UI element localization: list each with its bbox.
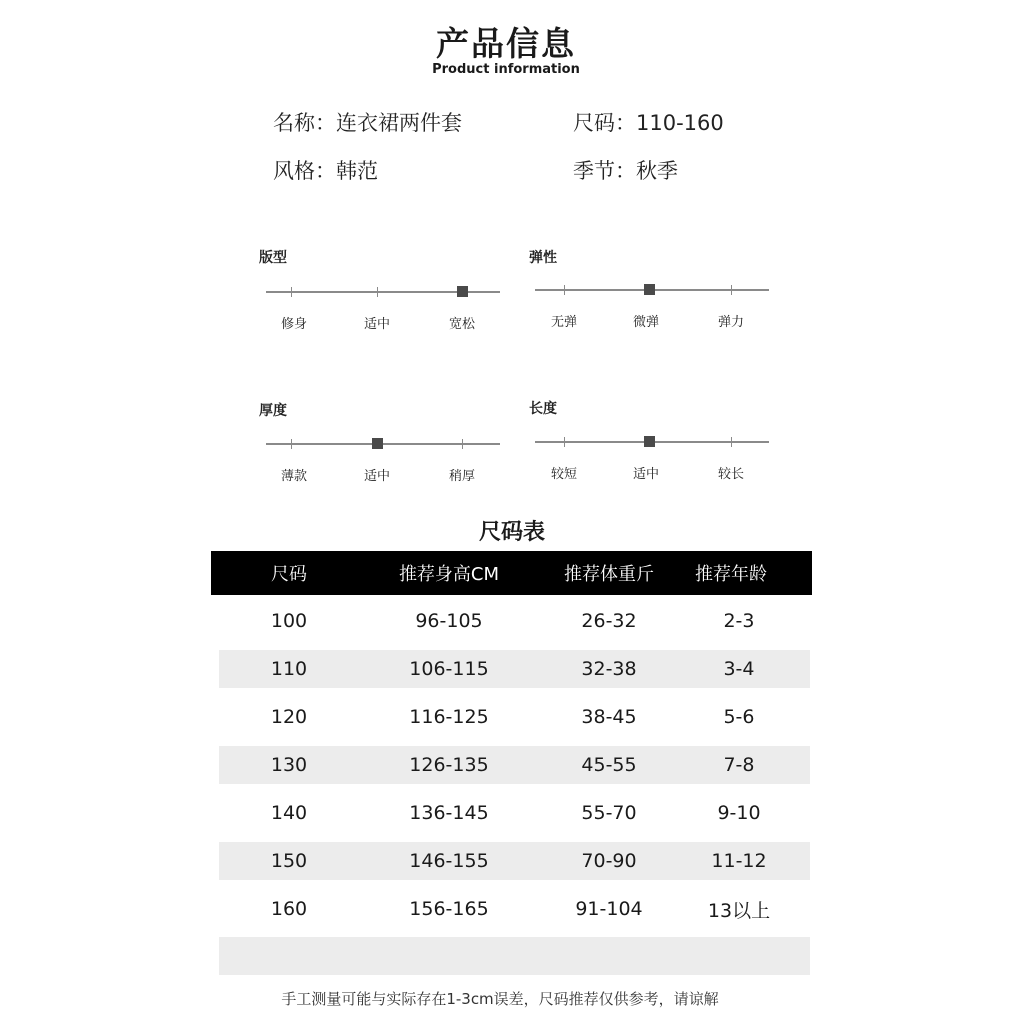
slider-option: 无弹 [550, 315, 577, 330]
height-cell: 146-155 [409, 850, 489, 872]
slider-option: 适中 [632, 467, 659, 482]
age-cell: 13以上 [707, 899, 771, 922]
weight-cell: 38-45 [581, 706, 637, 728]
table-row [219, 650, 810, 688]
height-cell: 116-125 [409, 706, 489, 728]
table-row [219, 602, 810, 640]
size-table-header [211, 551, 812, 595]
size-cell: 120 [270, 706, 308, 728]
slider-tick [564, 437, 565, 447]
slider-tick [377, 287, 378, 297]
table-row [219, 842, 810, 880]
slider-option: 弹力 [717, 315, 744, 330]
size-cell: 140 [270, 802, 308, 824]
header-cell: 推荐体重斤 [564, 564, 654, 585]
table-row [219, 890, 810, 928]
slider-marker [644, 284, 655, 295]
table-row [219, 746, 810, 784]
header-cell: 推荐身高CM [398, 564, 500, 585]
page-title: 产品信息 [436, 24, 576, 63]
slider-tick [291, 439, 292, 449]
size-cell: 150 [270, 850, 308, 872]
height-cell: 136-145 [409, 802, 489, 824]
age-cell: 2-3 [723, 610, 755, 632]
product-style: 风格：韩范 [273, 159, 378, 183]
slider-tick [291, 287, 292, 297]
page-subtitle: Product information [432, 62, 580, 77]
measurement-note: 手工测量可能与实际存在1-3cm误差，尺码推荐仅供参考，请谅解 [281, 990, 719, 1008]
length-slider [535, 433, 769, 503]
elasticity-label: 弹性 [529, 250, 557, 266]
fit-label: 版型 [259, 250, 287, 266]
table-row-empty [219, 937, 810, 975]
slider-tick [564, 285, 565, 295]
slider-marker [457, 286, 468, 297]
slider-marker [644, 436, 655, 447]
age-cell: 11-12 [711, 850, 767, 872]
header-cell: 尺码 [271, 564, 307, 585]
height-cell: 106-115 [409, 658, 489, 680]
size-cell: 110 [270, 658, 308, 680]
age-cell: 5-6 [723, 706, 755, 728]
height-cell: 126-135 [409, 754, 489, 776]
slider-option: 较长 [717, 467, 744, 482]
slider-tick [462, 439, 463, 449]
slider-option: 稍厚 [448, 469, 475, 484]
height-cell: 96-105 [415, 610, 483, 632]
weight-cell: 32-38 [581, 658, 637, 680]
weight-cell: 55-70 [581, 802, 637, 824]
slider-track [266, 443, 500, 445]
table-row [219, 698, 810, 736]
slider-option: 修身 [280, 317, 307, 332]
slider-option: 微弹 [632, 315, 659, 330]
slider-option: 薄款 [280, 469, 307, 484]
age-cell: 3-4 [723, 658, 755, 680]
age-cell: 9-10 [717, 802, 761, 824]
weight-cell: 91-104 [575, 898, 643, 920]
product-season: 季节：秋季 [573, 159, 678, 183]
height-cell: 156-165 [409, 898, 489, 920]
slider-option: 适中 [363, 317, 390, 332]
weight-cell: 45-55 [581, 754, 637, 776]
slider-option: 适中 [363, 469, 390, 484]
slider-tick [731, 437, 732, 447]
size-table-title: 尺码表 [478, 520, 545, 545]
slider-marker [372, 438, 383, 449]
thickness-slider [266, 435, 500, 505]
size-cell: 100 [270, 610, 308, 632]
header-cell: 推荐年龄 [695, 564, 767, 585]
size-cell: 130 [270, 754, 308, 776]
slider-tick [731, 285, 732, 295]
weight-cell: 70-90 [581, 850, 637, 872]
product-size-range: 尺码：110-160 [573, 111, 724, 135]
length-label: 长度 [529, 401, 557, 417]
size-cell: 160 [270, 898, 308, 920]
slider-option: 较短 [550, 467, 577, 482]
age-cell: 7-8 [723, 754, 755, 776]
table-row [219, 794, 810, 832]
thickness-label: 厚度 [259, 403, 287, 419]
weight-cell: 26-32 [581, 610, 637, 632]
product-name: 名称：连衣裙两件套 [273, 111, 462, 135]
elasticity-slider [535, 281, 769, 351]
slider-option: 宽松 [448, 317, 475, 332]
fit-slider [266, 283, 500, 353]
